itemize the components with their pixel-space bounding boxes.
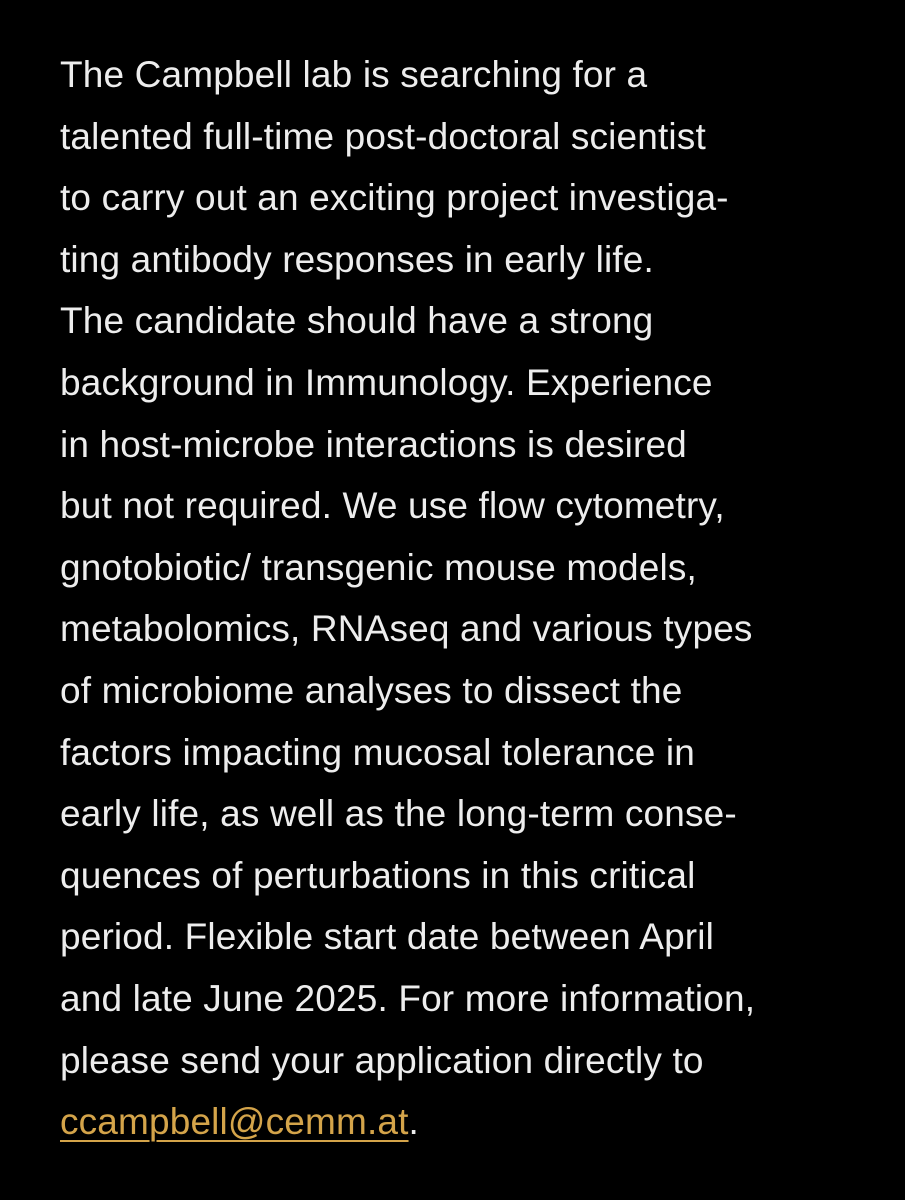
text-line-15: period. Flexible start date between April: [60, 916, 715, 958]
text-line-2: talented full-time post-doctoral scientist: [60, 115, 706, 157]
text-line-5: The candidate should have a strong: [60, 300, 654, 342]
text-line-10: metabolomics, RNAseq and various types: [60, 608, 753, 650]
text-line-1: The Campbell lab is searching for a: [60, 54, 648, 95]
text-line-13: early life, as well as the long-term conse-: [60, 793, 737, 835]
text-line-16: and late June 2025. For more information,: [60, 977, 756, 1019]
text-line-8: but not required. We use flow cytometry,: [60, 485, 725, 527]
email-link[interactable]: ccampbell@cemm.at: [60, 1101, 409, 1143]
text-line-7: in host-microbe interactions is desired: [60, 423, 687, 465]
text-line-3: to carry out an exciting project investiga-: [60, 177, 729, 219]
text-line-9: gnotobiotic/ transgenic mouse models,: [60, 546, 697, 588]
text-line-6: background in Immunology. Experience: [60, 361, 713, 403]
text-line-11: of microbiome analyses to dissect the: [60, 669, 683, 711]
email-period: .: [408, 1101, 419, 1143]
email-line: [60, 1091, 860, 1153]
text-line-14: quences of perturbations in this critical: [60, 854, 696, 896]
text-line-12: factors impacting mucosal tolerance in: [60, 731, 695, 773]
text-line-17: please send your application directly to: [60, 1039, 704, 1081]
text-line-4: ting antibody responses in early life.: [60, 238, 654, 280]
job-posting-text: [60, 44, 860, 1153]
